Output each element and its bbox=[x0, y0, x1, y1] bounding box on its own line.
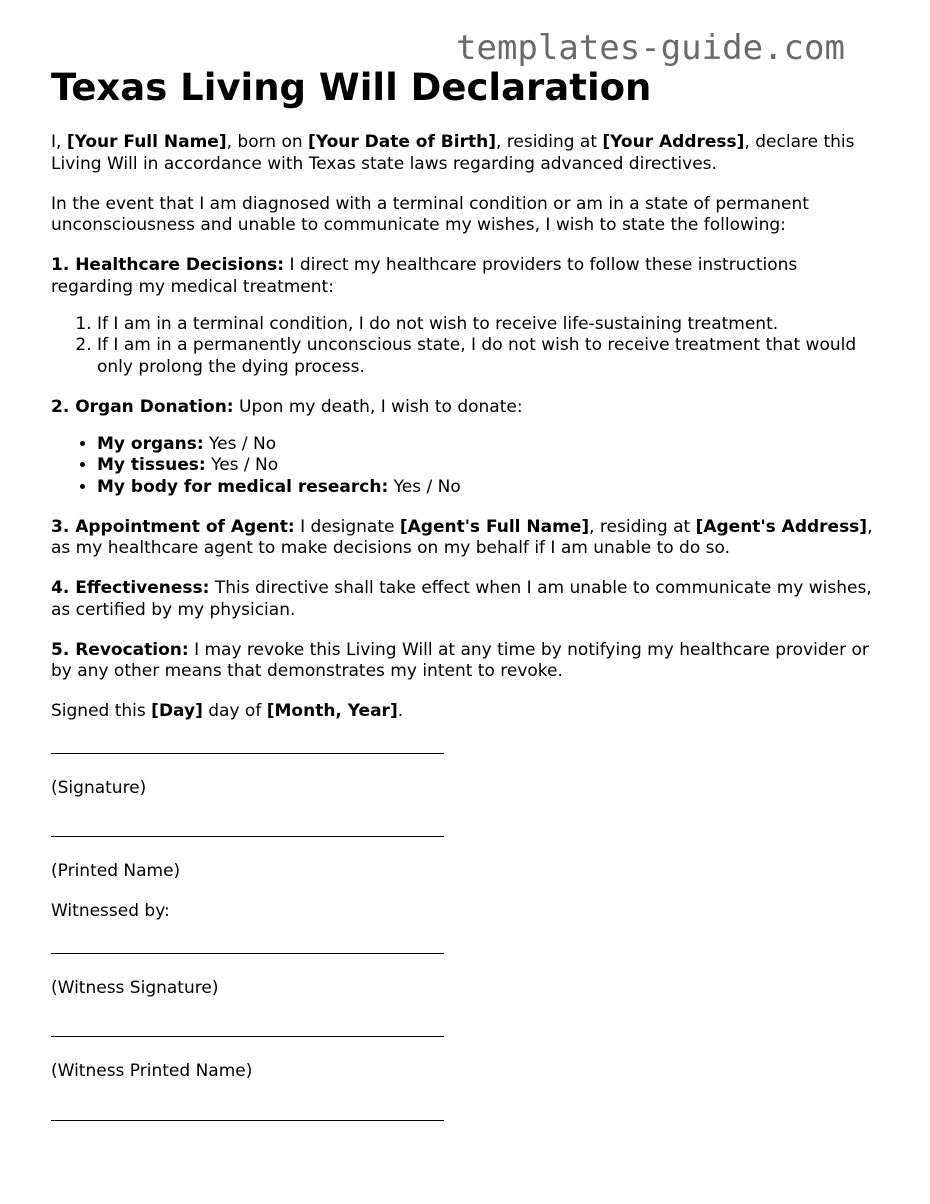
section-text: I direct my healthcare providers to follow these instructions regarding my medical treatment: bbox=[51, 255, 798, 297]
intro-text: I, bbox=[51, 132, 67, 152]
organ-list bbox=[97, 434, 881, 499]
item-value: Yes / No bbox=[205, 455, 279, 475]
section-text: Upon my death, I wish to donate: bbox=[233, 396, 523, 417]
watermark-text: templates-guide.com bbox=[456, 28, 845, 68]
witness-signature-line[interactable] bbox=[51, 953, 444, 954]
date-line[interactable] bbox=[51, 1120, 444, 1121]
witness-signature-label: (Witness Signature) bbox=[51, 977, 219, 998]
agent-section bbox=[51, 517, 881, 560]
witness-printed-name-line[interactable] bbox=[51, 1036, 444, 1037]
signed-text: Signed this bbox=[51, 701, 152, 721]
section-heading: 2. Organ Donation: bbox=[51, 396, 234, 417]
signed-text: . bbox=[397, 701, 404, 721]
section-heading: 1. Healthcare Decisions: bbox=[51, 255, 285, 275]
section-text: , residing at bbox=[589, 516, 696, 537]
document-body bbox=[51, 66, 881, 1121]
signed-date-line bbox=[51, 701, 881, 723]
name-placeholder: [Your Full Name] bbox=[66, 132, 227, 152]
address-placeholder: [Your Address] bbox=[602, 132, 745, 152]
section-heading: 4. Effectiveness: bbox=[51, 578, 210, 598]
list-item bbox=[97, 477, 881, 499]
list-item bbox=[97, 455, 881, 477]
month-year-placeholder: [Month, Year] bbox=[266, 701, 398, 721]
condition-paragraph: In the event that I am diagnosed with a terminal condition or am in a state of permanent unconsciousness and unable to communicate my wishes, I wish to state the following: bbox=[51, 193, 809, 235]
item-label: My tissues: bbox=[97, 455, 206, 475]
section-text: This directive shall take effect when I am unable to communicate my wishes, as certified by my physician. bbox=[51, 578, 872, 620]
witnessed-by-label: Witnessed by: bbox=[51, 901, 170, 921]
page-title: Texas Living Will Declaration bbox=[51, 66, 652, 109]
intro-text: , residing at bbox=[495, 132, 603, 152]
item-value: Yes / No bbox=[388, 476, 461, 497]
witness-printed-name-label: (Witness Printed Name) bbox=[51, 1061, 253, 1081]
intro-paragraph bbox=[51, 132, 881, 175]
intro-text: , declare this Living Will in accordance with Texas state laws regarding advanced directives. bbox=[51, 132, 855, 174]
healthcare-list bbox=[97, 314, 881, 379]
printed-name-label: (Printed Name) bbox=[51, 861, 181, 881]
revocation-section bbox=[51, 640, 881, 683]
dob-placeholder: [Your Date of Birth] bbox=[308, 132, 496, 152]
printed-name-line[interactable] bbox=[51, 836, 444, 837]
list-item bbox=[97, 434, 881, 456]
section-heading: 5. Revocation: bbox=[51, 639, 189, 660]
intro-text: , born on bbox=[226, 132, 309, 152]
section-text: I designate bbox=[294, 516, 400, 537]
signature-label: (Signature) bbox=[51, 777, 147, 798]
effectiveness-section bbox=[51, 578, 881, 621]
agent-address-placeholder: [Agent's Address] bbox=[695, 516, 868, 537]
signed-text: day of bbox=[202, 701, 267, 721]
organ-section bbox=[51, 397, 881, 419]
item-label: My body for medical research: bbox=[97, 476, 389, 497]
signature-line[interactable] bbox=[51, 753, 444, 754]
section-heading: 3. Appointment of Agent: bbox=[51, 516, 295, 537]
agent-name-placeholder: [Agent's Full Name] bbox=[399, 516, 590, 537]
item-value: Yes / No bbox=[203, 433, 277, 454]
section-text: I may revoke this Living Will at any time by notifying my healthcare provider or by any other means that demonstrates my intent to revoke. bbox=[51, 639, 869, 681]
healthcare-section bbox=[51, 255, 881, 298]
list-item: 1. If I am in a terminal condition, I do not wish to receive life-sustaining treatment. bbox=[97, 314, 881, 336]
list-item: 2. If I am in a permanently unconscious state, I do not wish to receive treatment that would only prolong the dying process. bbox=[97, 335, 881, 378]
section-text: , as my healthcare agent to make decisions on my behalf if I am unable to do so. bbox=[51, 516, 873, 558]
item-label: My organs: bbox=[97, 433, 204, 454]
day-placeholder: [Day] bbox=[151, 701, 203, 721]
